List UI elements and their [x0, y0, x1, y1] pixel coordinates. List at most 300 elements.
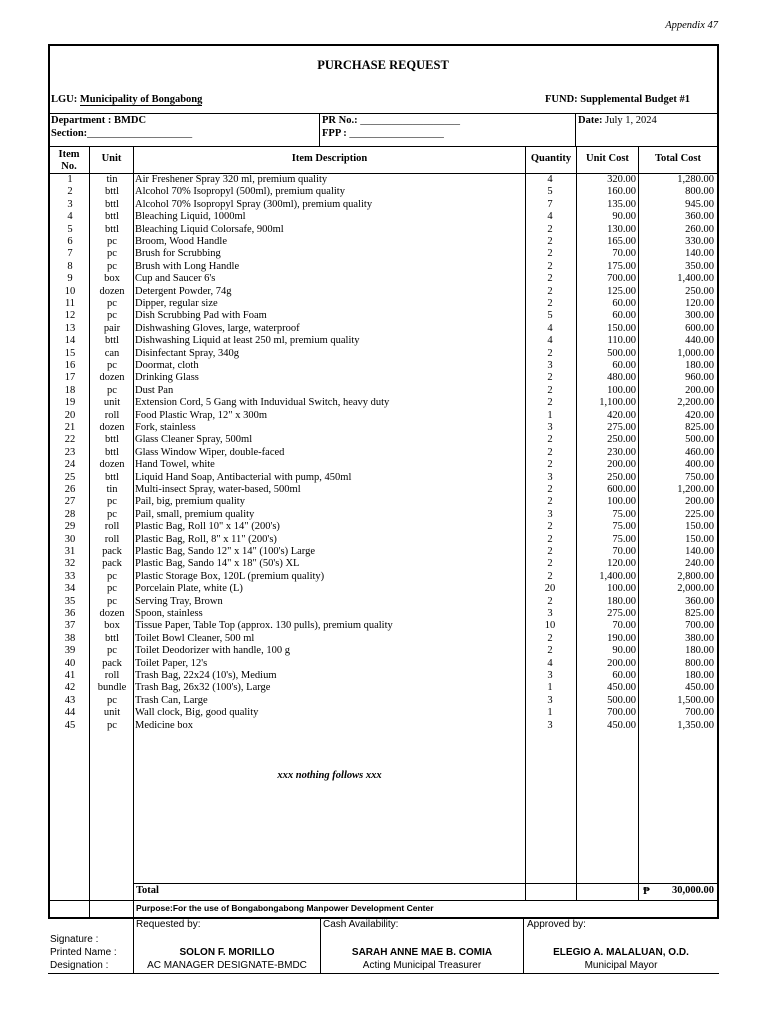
cell-tc: 350.00 [685, 260, 714, 272]
table-row [0, 521, 768, 533]
cell-qty: 2 [547, 521, 553, 533]
header-item-no [49, 149, 89, 173]
cell-uc: 190.00 [607, 632, 636, 644]
cell-tc: 945.00 [685, 198, 714, 210]
cell-desc: Plastic Storage Box, 120L (premium quality) [135, 570, 325, 582]
header-quantity: Quantity [530, 153, 572, 164]
cell-no: 39 [64, 645, 76, 657]
cell-unit: pc [107, 496, 117, 508]
cell-unit: tin [106, 484, 118, 495]
cell-no: 41 [64, 670, 76, 681]
cell-uc: 500.00 [607, 347, 636, 359]
cell-desc: Spoon, stainless [135, 608, 203, 619]
date-value: July 1, 2024 [605, 115, 657, 126]
cell-tc: 800.00 [685, 186, 714, 198]
cell-unit: can [104, 347, 120, 359]
table-row [0, 199, 768, 211]
cell-no: 42 [64, 682, 76, 694]
requester-designation: AC MANAGER DESIGNATE-BMDC [147, 960, 307, 971]
cell-uc: 60.00 [612, 310, 636, 322]
date-label: Date: [578, 115, 603, 126]
section-line: ____________________ [87, 128, 193, 139]
cell-qty: 3 [547, 694, 553, 706]
cell-qty: 10 [544, 620, 556, 632]
cell-no: 15 [64, 347, 76, 359]
cell-unit: pair [103, 322, 121, 334]
cell-desc: Plastic Bag, Roll, 8" x 11" (200's) [135, 533, 277, 545]
table-row [0, 620, 768, 632]
cell-qty: 2 [547, 595, 553, 607]
cell-uc: 165.00 [607, 236, 636, 247]
cell-qty: 2 [547, 372, 553, 384]
designation-label: Designation : [50, 960, 109, 971]
cell-unit: pc [107, 360, 117, 371]
cell-qty: 3 [547, 508, 553, 520]
cell-qty: 2 [547, 347, 553, 359]
cell-unit: bttl [104, 632, 119, 644]
cell-uc: 450.00 [607, 719, 636, 731]
purpose-text: Purpose:For the use of Bongabongabong Manpower Development Center [136, 903, 434, 913]
cell-uc: 135.00 [607, 198, 636, 210]
table-row [0, 509, 768, 521]
cell-tc: 180.00 [685, 670, 714, 681]
cell-unit: dozen [99, 422, 125, 433]
cell-uc: 75.00 [612, 533, 636, 545]
cell-no: 29 [64, 521, 76, 533]
cell-no: 8 [67, 260, 73, 272]
cell-uc: 700.00 [607, 707, 636, 719]
cell-unit: pc [107, 298, 117, 309]
cell-tc: 700.00 [685, 707, 714, 719]
cell-qty: 2 [547, 496, 553, 508]
cell-uc: 60.00 [612, 360, 636, 371]
lgu-value: Municipality of Bongabong [79, 94, 203, 105]
cell-tc: 1,350.00 [677, 719, 714, 731]
table-row [0, 645, 768, 657]
cell-qty: 4 [547, 657, 553, 669]
cell-tc: 825.00 [685, 422, 714, 433]
cell-tc: 960.00 [685, 372, 714, 384]
cell-uc: 250.00 [607, 471, 636, 483]
cell-uc: 500.00 [607, 694, 636, 706]
cell-qty: 2 [547, 558, 553, 570]
cell-qty: 3 [547, 360, 553, 371]
cell-unit: pc [107, 645, 117, 657]
table-row [0, 447, 768, 459]
cell-no: 34 [64, 583, 76, 595]
cell-unit: box [104, 273, 120, 285]
cell-desc: Brush with Long Handle [135, 260, 240, 272]
cell-qty: 3 [547, 670, 553, 681]
header-item-no-line2: No. [61, 161, 77, 172]
cell-uc: 100.00 [607, 384, 636, 396]
table-row [0, 558, 768, 570]
cell-qty: 2 [547, 384, 553, 396]
cell-no: 17 [64, 372, 76, 384]
frame-top [48, 44, 719, 46]
cell-uc: 1,400.00 [599, 570, 636, 582]
cell-qty: 3 [547, 608, 553, 619]
cell-unit: pc [107, 694, 117, 706]
cell-qty: 2 [547, 533, 553, 545]
cell-no: 24 [64, 459, 76, 471]
table-row [0, 571, 768, 583]
table-row [0, 682, 768, 694]
cell-unit: roll [104, 533, 120, 545]
cell-unit: roll [104, 409, 120, 421]
cell-tc: 360.00 [685, 211, 714, 223]
table-row [0, 720, 768, 732]
cell-qty: 2 [547, 645, 553, 657]
cell-qty: 3 [547, 471, 553, 483]
cell-uc: 120.00 [607, 558, 636, 570]
cell-no: 33 [64, 570, 76, 582]
cell-uc: 75.00 [612, 508, 636, 520]
fund-label: FUND: [545, 94, 578, 105]
cell-uc: 700.00 [607, 273, 636, 285]
printed-name-label: Printed Name : [50, 947, 117, 958]
table-row [0, 583, 768, 595]
cell-desc: Dishwashing Liquid at least 250 ml, premium quality [135, 335, 360, 347]
cell-unit: dozen [99, 459, 125, 471]
cell-no: 25 [64, 471, 76, 483]
cell-tc: 800.00 [685, 657, 714, 669]
cell-qty: 2 [547, 298, 553, 309]
cell-unit: dozen [99, 285, 125, 297]
cell-unit: dozen [99, 608, 125, 619]
cell-no: 18 [64, 384, 76, 396]
cell-no: 11 [64, 298, 76, 309]
cell-tc: 380.00 [685, 632, 714, 644]
cell-unit: bttl [104, 446, 119, 458]
cell-tc: 1,400.00 [677, 273, 714, 285]
cell-tc: 200.00 [685, 384, 714, 396]
cell-no: 44 [64, 707, 76, 719]
cell-uc: 180.00 [607, 595, 636, 607]
cell-no: 31 [64, 546, 76, 557]
cell-uc: 1,100.00 [599, 397, 636, 409]
cell-no: 6 [67, 236, 73, 247]
cell-desc: Serving Tray, Brown [135, 595, 223, 607]
cell-uc: 480.00 [607, 372, 636, 384]
cell-desc: Detergent Powder, 74g [135, 285, 232, 297]
signature-block-bottom [48, 973, 719, 974]
cell-qty: 1 [547, 707, 553, 719]
header-total-cost: Total Cost [655, 153, 701, 164]
table-row [0, 397, 768, 409]
cash-availability-label: Cash Availability: [323, 919, 399, 930]
lgu-label: LGU: [51, 94, 78, 105]
table-row [0, 608, 768, 620]
cell-tc: 120.00 [685, 298, 714, 309]
cell-unit: pc [107, 248, 117, 260]
appendix-label: Appendix 47 [665, 20, 718, 31]
cell-no: 16 [64, 360, 76, 371]
cell-tc: 1,000.00 [677, 347, 714, 359]
page-title: PURCHASE REQUEST [317, 58, 449, 72]
cell-no: 2 [67, 186, 73, 198]
table-row [0, 546, 768, 558]
date-field [578, 115, 657, 126]
header-unit-cost: Unit Cost [586, 153, 629, 164]
cell-unit: roll [104, 521, 120, 533]
cell-desc: Bleaching Liquid Colorsafe, 900ml [135, 223, 284, 235]
cell-desc: Porcelain Plate, white (L) [135, 583, 243, 595]
cell-tc: 1,280.00 [677, 174, 714, 185]
cell-desc: Dust Pan [135, 384, 174, 396]
cell-tc: 240.00 [685, 558, 714, 570]
cell-uc: 110.00 [607, 335, 636, 347]
cell-unit: roll [104, 670, 120, 681]
cell-uc: 230.00 [607, 446, 636, 458]
dept-divider-1 [319, 113, 320, 146]
header-item-no-line1: Item [58, 149, 80, 160]
cell-unit: pack [102, 657, 122, 669]
cell-tc: 420.00 [685, 409, 714, 421]
table-row [0, 186, 768, 198]
cell-tc: 180.00 [685, 360, 714, 371]
cell-unit: pc [107, 310, 117, 322]
cell-tc: 1,500.00 [677, 694, 714, 706]
cell-uc: 70.00 [612, 546, 636, 557]
cell-desc: Alcohol 70% Isopropyl (500ml), premium quality [135, 186, 345, 198]
cell-tc: 825.00 [685, 608, 714, 619]
dept-row-top [48, 113, 719, 114]
fpp-line: __________________ [349, 128, 444, 139]
cell-qty: 2 [547, 236, 553, 247]
cell-desc: Glass Window Wiper, double-faced [135, 446, 285, 458]
section-field [51, 128, 192, 139]
table-row [0, 422, 768, 434]
cell-desc: Drinking Glass [135, 372, 199, 384]
table-row [0, 658, 768, 670]
table-row [0, 236, 768, 248]
cell-desc: Pail, big, premium quality [135, 496, 245, 508]
cell-uc: 200.00 [607, 459, 636, 471]
cell-uc: 275.00 [607, 608, 636, 619]
cell-qty: 4 [547, 322, 553, 334]
cell-desc: Dish Scrubbing Pad with Foam [135, 310, 267, 322]
cell-uc: 250.00 [607, 434, 636, 446]
cell-uc: 75.00 [612, 521, 636, 533]
cell-uc: 200.00 [607, 657, 636, 669]
cell-tc: 180.00 [685, 645, 714, 657]
cell-no: 37 [64, 620, 76, 632]
cell-no: 5 [67, 223, 73, 235]
cell-desc: Food Plastic Wrap, 12" x 300m [135, 409, 267, 421]
cell-uc: 150.00 [607, 322, 636, 334]
pr-no-field [322, 115, 460, 126]
cell-qty: 5 [547, 310, 553, 322]
cell-desc: Trash Can, Large [135, 694, 208, 706]
cell-unit: pc [107, 260, 117, 272]
cell-uc: 125.00 [607, 285, 636, 297]
cell-unit: pack [102, 558, 122, 570]
cell-tc: 600.00 [685, 322, 714, 334]
table-row [0, 211, 768, 223]
cell-desc: Fork, stainless [135, 422, 196, 433]
cell-desc: Toilet Bowl Cleaner, 500 ml [135, 632, 255, 644]
cell-tc: 440.00 [685, 335, 714, 347]
table-row [0, 695, 768, 707]
cell-tc: 200.00 [685, 496, 714, 508]
cell-unit: pc [107, 236, 117, 247]
cell-no: 3 [67, 198, 73, 210]
table-row [0, 534, 768, 546]
table-row [0, 385, 768, 397]
cell-desc: Medicine box [135, 719, 194, 731]
approved-by-label: Approved by: [527, 919, 586, 930]
dept-divider-2 [575, 113, 576, 146]
table-row [0, 298, 768, 310]
cell-unit: pc [107, 508, 117, 520]
cell-unit: bttl [104, 211, 119, 223]
cell-unit: pc [107, 595, 117, 607]
cell-desc: Disinfectant Spray, 340g [135, 347, 240, 359]
table-row [0, 248, 768, 260]
cell-desc: Air Freshener Spray 320 ml, premium quality [135, 174, 328, 185]
pr-no-line: ___________________ [360, 115, 460, 126]
cell-qty: 2 [547, 260, 553, 272]
cell-qty: 3 [547, 719, 553, 731]
cell-qty: 2 [547, 446, 553, 458]
cell-desc: Trash Bag, 26x32 (100's), Large [135, 682, 271, 694]
cell-qty: 2 [547, 397, 553, 409]
cell-desc: Brush for Scrubbing [135, 248, 221, 260]
cell-tc: 330.00 [685, 236, 714, 247]
cell-no: 38 [64, 632, 76, 644]
fpp-label: FPP : [322, 128, 347, 139]
cell-uc: 275.00 [607, 422, 636, 433]
pr-no-label: PR No.: [322, 115, 358, 126]
table-row [0, 434, 768, 446]
cell-uc: 160.00 [607, 186, 636, 198]
cell-no: 28 [64, 508, 76, 520]
approver-name: ELEGIO A. MALALUAN, O.D. [553, 947, 689, 958]
table-row [0, 670, 768, 682]
cell-desc: Dipper, regular size [135, 298, 218, 309]
cell-unit: unit [103, 397, 121, 409]
cell-tc: 150.00 [685, 521, 714, 533]
cell-uc: 450.00 [607, 682, 636, 694]
cell-qty: 2 [547, 273, 553, 285]
cell-uc: 90.00 [612, 211, 636, 223]
cell-unit: bundle [97, 682, 127, 694]
cell-no: 32 [64, 558, 76, 570]
cell-tc: 260.00 [685, 223, 714, 235]
cell-qty: 7 [547, 198, 553, 210]
cell-uc: 130.00 [607, 223, 636, 235]
table-row [0, 348, 768, 360]
table-row [0, 286, 768, 298]
cell-desc: Bleaching Liquid, 1000ml [135, 211, 246, 223]
cell-no: 21 [64, 422, 76, 433]
table-row [0, 273, 768, 285]
fund-value: Supplemental Budget #1 [580, 94, 690, 105]
cell-desc: Broom, Wood Handle [135, 236, 227, 247]
cell-unit: bttl [104, 223, 119, 235]
treasurer-name: SARAH ANNE MAE B. COMIA [351, 947, 493, 958]
cell-desc: Alcohol 70% Isopropyl Spray (300ml), premium quality [135, 198, 373, 210]
header-description: Item Description [291, 153, 368, 164]
cell-qty: 5 [547, 186, 553, 198]
cell-no: 9 [67, 273, 73, 285]
nothing-follows: xxx nothing follows xxx [277, 770, 382, 781]
cell-unit: bttl [104, 186, 119, 198]
table-row [0, 310, 768, 322]
cell-qty: 4 [547, 335, 553, 347]
cell-uc: 60.00 [612, 298, 636, 309]
cell-uc: 320.00 [607, 174, 636, 185]
treasurer-designation: Acting Municipal Treasurer [362, 960, 482, 971]
cell-tc: 140.00 [685, 248, 714, 260]
cell-no: 20 [64, 409, 76, 421]
cell-qty: 2 [547, 434, 553, 446]
total-label: Total [136, 885, 159, 896]
cell-tc: 460.00 [685, 446, 714, 458]
table-row [0, 372, 768, 384]
cell-desc: Toilet Deodorizer with handle, 100 g [135, 645, 290, 657]
cell-uc: 60.00 [612, 670, 636, 681]
cell-desc: Tissue Paper, Table Top (approx. 130 pulls), premium quality [135, 620, 393, 632]
cell-unit: unit [103, 707, 121, 719]
cell-qty: 2 [547, 546, 553, 557]
cell-unit: pc [107, 570, 117, 582]
cell-no: 36 [64, 608, 76, 619]
cell-no: 4 [67, 211, 73, 223]
cell-tc: 750.00 [685, 471, 714, 483]
cell-desc: Toilet Paper, 12's [135, 657, 208, 669]
cell-no: 27 [64, 496, 76, 508]
cell-tc: 300.00 [685, 310, 714, 322]
cell-desc: Wall clock, Big, good quality [135, 707, 259, 719]
cell-no: 14 [64, 335, 76, 347]
cell-no: 22 [64, 434, 76, 446]
requester-name: SOLON F. MORILLO [179, 947, 275, 958]
cell-unit: pc [107, 583, 117, 595]
fpp-field [322, 128, 444, 139]
peso-sign: ₱ [643, 885, 650, 897]
cell-qty: 2 [547, 484, 553, 495]
table-row [0, 596, 768, 608]
cell-unit: bttl [104, 335, 119, 347]
cell-no: 12 [64, 310, 76, 322]
cell-desc: Plastic Bag, Sando 14" x 18" (50's) XL [135, 558, 300, 570]
cell-no: 10 [64, 285, 76, 297]
cell-uc: 90.00 [612, 645, 636, 657]
table-row [0, 484, 768, 496]
cell-desc: Plastic Bag, Sando 12" x 14" (100's) Large [135, 546, 315, 557]
cell-qty: 3 [547, 422, 553, 433]
total-value: 30,000.00 [672, 885, 714, 896]
cell-no: 45 [64, 719, 76, 731]
cell-no: 26 [64, 484, 76, 495]
cell-uc: 100.00 [607, 496, 636, 508]
cell-no: 43 [64, 694, 76, 706]
table-row [0, 360, 768, 372]
cell-qty: 4 [547, 174, 553, 185]
cell-tc: 225.00 [685, 508, 714, 520]
cell-tc: 360.00 [685, 595, 714, 607]
cell-unit: bttl [104, 471, 119, 483]
lgu-field [51, 94, 202, 106]
cell-uc: 600.00 [607, 484, 636, 495]
cell-uc: 420.00 [607, 409, 636, 421]
cell-unit: pc [107, 719, 117, 731]
cell-no: 35 [64, 595, 76, 607]
cell-desc: Trash Bag, 22x24 (10's), Medium [135, 670, 277, 681]
cell-unit: bttl [104, 198, 119, 210]
